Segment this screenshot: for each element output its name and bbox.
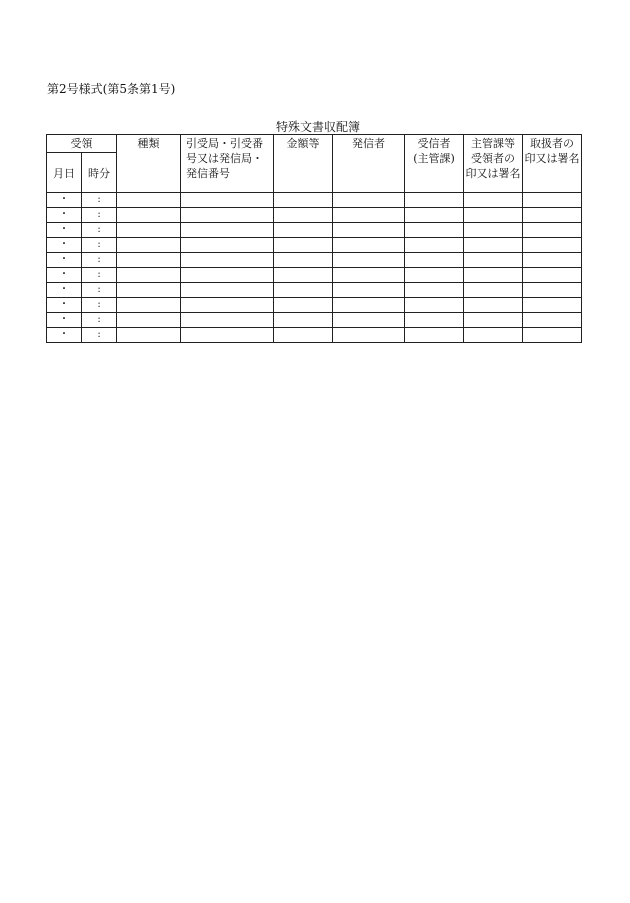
- recipient-cell[interactable]: [405, 268, 464, 283]
- type-cell[interactable]: [117, 193, 181, 208]
- section-receiver-cell[interactable]: [464, 223, 523, 238]
- recipient-cell[interactable]: [405, 193, 464, 208]
- amount-cell[interactable]: [274, 253, 333, 268]
- section-receiver-cell[interactable]: [464, 298, 523, 313]
- header-handler-line: 取扱者の: [530, 137, 574, 150]
- header-type: 種類: [117, 135, 181, 193]
- origin-cell[interactable]: [181, 238, 274, 253]
- origin-cell[interactable]: [181, 193, 274, 208]
- header-origin-line: 引受局・引受番: [186, 137, 263, 150]
- header-sender: 発信者: [333, 135, 405, 193]
- handler-cell[interactable]: [523, 328, 582, 343]
- time-cell[interactable]: :: [82, 238, 117, 253]
- section-receiver-cell[interactable]: [464, 208, 523, 223]
- sender-cell[interactable]: [333, 253, 405, 268]
- amount-cell[interactable]: [274, 223, 333, 238]
- section-receiver-cell[interactable]: [464, 193, 523, 208]
- table-row: [47, 253, 582, 268]
- time-cell[interactable]: :: [82, 328, 117, 343]
- recipient-cell[interactable]: [405, 313, 464, 328]
- time-cell[interactable]: :: [82, 298, 117, 313]
- section-receiver-cell[interactable]: [464, 283, 523, 298]
- handler-cell[interactable]: [523, 208, 582, 223]
- time-cell[interactable]: :: [82, 313, 117, 328]
- recipient-cell[interactable]: [405, 328, 464, 343]
- table-row: [47, 268, 582, 283]
- date-cell[interactable]: ・: [47, 313, 82, 328]
- table-row: [47, 283, 582, 298]
- origin-cell[interactable]: [181, 208, 274, 223]
- type-cell[interactable]: [117, 268, 181, 283]
- time-cell[interactable]: :: [82, 193, 117, 208]
- sender-cell[interactable]: [333, 283, 405, 298]
- type-cell[interactable]: [117, 208, 181, 223]
- handler-cell[interactable]: [523, 283, 582, 298]
- time-cell[interactable]: :: [82, 208, 117, 223]
- sender-cell[interactable]: [333, 208, 405, 223]
- sender-cell[interactable]: [333, 298, 405, 313]
- handler-cell[interactable]: [523, 193, 582, 208]
- sender-cell[interactable]: [333, 328, 405, 343]
- amount-cell[interactable]: [274, 208, 333, 223]
- type-cell[interactable]: [117, 238, 181, 253]
- type-cell[interactable]: [117, 328, 181, 343]
- table-row: [47, 313, 582, 328]
- section-receiver-cell[interactable]: [464, 328, 523, 343]
- origin-cell[interactable]: [181, 268, 274, 283]
- header-recipient-line: (主管課): [413, 152, 455, 165]
- table-row: [47, 223, 582, 238]
- header-section-receiver-line: 受領者の: [471, 152, 515, 165]
- handler-cell[interactable]: [523, 298, 582, 313]
- type-cell[interactable]: [117, 313, 181, 328]
- date-cell[interactable]: ・: [47, 253, 82, 268]
- section-receiver-cell[interactable]: [464, 253, 523, 268]
- register-body: [47, 193, 582, 343]
- header-amount: 金額等: [274, 135, 333, 193]
- date-cell[interactable]: ・: [47, 208, 82, 223]
- sender-cell[interactable]: [333, 268, 405, 283]
- recipient-cell[interactable]: [405, 223, 464, 238]
- date-cell[interactable]: ・: [47, 298, 82, 313]
- section-receiver-cell[interactable]: [464, 238, 523, 253]
- header-recipient: [405, 135, 464, 193]
- origin-cell[interactable]: [181, 283, 274, 298]
- date-cell[interactable]: ・: [47, 223, 82, 238]
- table-row: [47, 328, 582, 343]
- type-cell[interactable]: [117, 298, 181, 313]
- form-number: 第2号様式(第5条第1号): [47, 82, 176, 96]
- handler-cell[interactable]: [523, 223, 582, 238]
- header-section-receiver-line: 主管課等: [471, 137, 515, 150]
- table-row: [47, 193, 582, 208]
- amount-cell[interactable]: [274, 298, 333, 313]
- table-row: [47, 298, 582, 313]
- header-origin: [181, 135, 274, 193]
- header-origin-line: 号又は発信局・: [186, 152, 263, 165]
- sender-cell[interactable]: [333, 238, 405, 253]
- sender-cell[interactable]: [333, 193, 405, 208]
- amount-cell[interactable]: [274, 283, 333, 298]
- origin-cell[interactable]: [181, 328, 274, 343]
- type-cell[interactable]: [117, 223, 181, 238]
- header-month-day: 月日: [47, 153, 82, 193]
- amount-cell[interactable]: [274, 193, 333, 208]
- amount-cell[interactable]: [274, 313, 333, 328]
- sender-cell[interactable]: [333, 313, 405, 328]
- receipt-register-table: [46, 134, 582, 343]
- amount-cell[interactable]: [274, 268, 333, 283]
- amount-cell[interactable]: [274, 238, 333, 253]
- header-handler: [523, 135, 582, 193]
- table-row: [47, 208, 582, 223]
- origin-cell[interactable]: [181, 298, 274, 313]
- origin-cell[interactable]: [181, 253, 274, 268]
- time-cell[interactable]: :: [82, 223, 117, 238]
- header-time: 時分: [82, 153, 117, 193]
- handler-cell[interactable]: [523, 253, 582, 268]
- handler-cell[interactable]: [523, 238, 582, 253]
- time-cell[interactable]: :: [82, 268, 117, 283]
- recipient-cell[interactable]: [405, 253, 464, 268]
- date-cell[interactable]: ・: [47, 238, 82, 253]
- type-cell[interactable]: [117, 253, 181, 268]
- sender-cell[interactable]: [333, 223, 405, 238]
- recipient-cell[interactable]: [405, 208, 464, 223]
- date-cell[interactable]: ・: [47, 268, 82, 283]
- section-receiver-cell[interactable]: [464, 268, 523, 283]
- header-section-receiver-line: 印又は署名: [465, 167, 521, 180]
- time-cell[interactable]: :: [82, 283, 117, 298]
- recipient-cell[interactable]: [405, 298, 464, 313]
- time-cell[interactable]: :: [82, 253, 117, 268]
- header-handler-line: 印又は署名: [524, 152, 580, 165]
- handler-cell[interactable]: [523, 313, 582, 328]
- table-row: [47, 238, 582, 253]
- header-recipient-line: 受信者: [417, 137, 451, 150]
- origin-cell[interactable]: [181, 313, 274, 328]
- header-origin-line: 発信番号: [186, 167, 230, 180]
- header-section-receiver: [464, 135, 523, 193]
- type-cell[interactable]: [117, 283, 181, 298]
- amount-cell[interactable]: [274, 328, 333, 343]
- recipient-cell[interactable]: [405, 283, 464, 298]
- date-cell[interactable]: ・: [47, 283, 82, 298]
- handler-cell[interactable]: [523, 268, 582, 283]
- date-cell[interactable]: ・: [47, 193, 82, 208]
- register-title: 特殊文書収配簿: [275, 120, 360, 134]
- date-cell[interactable]: ・: [47, 328, 82, 343]
- origin-cell[interactable]: [181, 223, 274, 238]
- header-receipt: 受領: [47, 135, 117, 153]
- recipient-cell[interactable]: [405, 238, 464, 253]
- section-receiver-cell[interactable]: [464, 313, 523, 328]
